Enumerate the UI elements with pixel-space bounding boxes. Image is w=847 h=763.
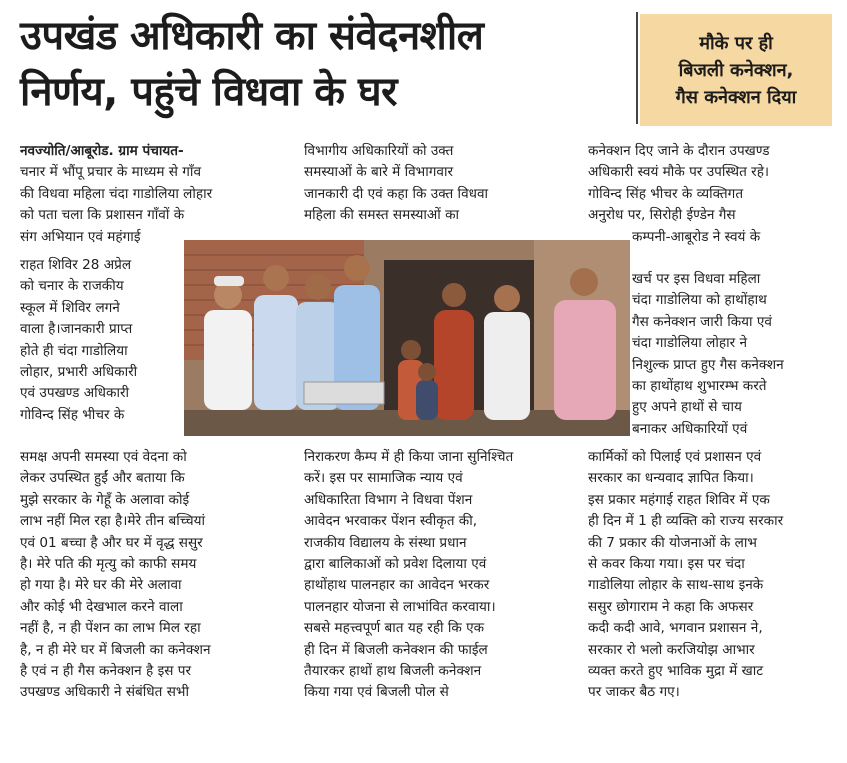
highlight-box [640,14,832,126]
text-line: कनेक्शन दिए जाने के दौरान उपखण्ड [588,143,770,159]
text-line: स्कूल में शिविर लगने [20,299,120,316]
text-line: गैस कनेक्शन जारी किया एवं [632,313,772,330]
column-3-mid [632,269,838,440]
text-line: है एवं न ही गैस कनेक्शन है इस पर [20,663,192,680]
text-line: लोहार, प्रभारी अधिकारी [20,364,138,381]
text-line: लाभ नहीं मिल रहा है।मेरे तीन बच्चियां [20,513,205,530]
text-line: व्यक्त करते हुए भाविक मुद्रा में खाट [588,663,764,680]
text-line: जानकारी दी एवं कहा कि उक्त विधवा [304,185,489,202]
highlight-line: बिजली कनेक्शन, [678,59,794,81]
text-line: नवज्योति/आबूरोड. ग्राम पंचायत- [20,143,184,159]
text-line: समस्याओं के बारे में विभागवार [304,164,454,181]
text-line: समक्ष अपनी समस्या एवं वेदना को [20,449,187,465]
text-line: कार्मिकों को पिलाई एवं प्रशासन एवं [588,449,762,465]
text-line: हुए अपने हाथों से चाय [632,399,742,416]
column-3-top [588,141,838,248]
highlight-line: गैस कनेक्शन दिया [675,86,797,108]
text-line: हो गया है। मेरे घर की मेरे अलावा [20,577,182,594]
text-line: अनुरोध पर, सिरोही ईण्डेन गैस [588,207,736,224]
text-line: अधिकारिता विभाग ने विधवा पेंशन [304,491,473,508]
text-line: गाडोलिया लोहार के साथ-साथ इनके [588,577,764,594]
text-line: नहीं है, न ही पेंशन का लाभ मिल रहा [20,620,201,637]
text-line: सरकार का धन्यवाद ज्ञापित किया। [588,470,754,487]
highlight-line: मौके पर ही [699,32,773,54]
text-line: वाला है।जानकारी प्राप्त [20,321,133,338]
text-line: से कवर किया गया। इस पर चंदा [588,556,745,573]
headline-line-2: निर्णय, पहुंचे विधवा के घर [20,69,397,115]
text-line: अधिकारी स्वयं मौके पर उपस्थित रहे। [588,164,770,181]
text-line: राहत शिविर 28 अप्रेल [20,257,132,273]
text-line: ही दिन में 1 ही व्यक्ति को राज्य सरकार [588,513,784,530]
text-line: द्वारा बालिकाओं को प्रवेश दिलाया एवं [304,556,487,573]
text-line: गोविन्द सिंह भीचर के व्यक्तिगत [588,185,744,202]
text-line: राजकीय विद्यालय के संस्था प्रधान [304,534,467,551]
column-2-bottom [304,447,554,704]
text-line: को चनार के राजकीय [20,278,124,295]
text-line: है, न ही मेरे घर में बिजली का कनेक्शन [20,641,211,658]
text-line: खर्च पर इस विधवा महिला [632,271,761,287]
text-line: करें। इस पर सामाजिक न्याय एवं [304,470,463,487]
text-line: ससुर छोगाराम ने कहा कि अफसर [588,598,754,615]
text-line: पालनहार योजना से लाभांवित करवाया। [304,598,496,615]
column-3-bottom [588,447,838,704]
text-line: कम्पनी-आबूरोड ने स्वयं के [632,228,761,245]
headline-line-1: उपखंड अधिकारी का संवेदनशील [20,13,484,59]
news-photo [184,240,630,436]
text-line: विभागीय अधिकारियों को उक्त [304,143,454,159]
text-line: को पता चला कि प्रशासन गाँवों के [20,207,185,224]
text-line: की 7 प्रकार की योजनाओं के लाभ [588,534,757,551]
text-line: उपखण्ड अधिकारी ने संबंधित सभी [20,684,190,701]
text-line: कदी कदी आवे, भगवान प्रशासन ने, [588,620,763,637]
column-1-top [20,141,276,248]
text-line: गोविन्द सिंह भीचर के [20,406,125,423]
column-1-bottom [20,447,276,704]
column-1-mid [20,255,180,426]
text-line: हाथोंहाथ पालनहार का आवेदन भरकर [304,577,490,594]
text-line: और कोई भी देखभाल करने वाला [20,598,183,615]
text-line: ही दिन में बिजली कनेक्शन की फाईल [304,641,488,658]
text-line: होते ही चंदा गाडोलिया [20,342,128,359]
text-line: सबसे महत्त्वपूर्ण बात यह रही कि एक [304,620,485,637]
text-line: पर जाकर बैठ गए। [588,684,680,701]
text-line: सरकार रो भलो करजियोझ आभार [588,641,755,658]
text-line: महिला की समस्त समस्याओं का [304,207,460,224]
text-line: का हाथोंहाथ शुभारम्भ करते [632,378,767,395]
text-line: एवं 01 बच्चा है और घर में वृद्ध ससुर [20,534,203,551]
text-line: की विधवा महिला चंदा गाडोलिया लोहार [20,185,213,202]
text-line: एवं उपखण्ड अधिकारी [20,385,130,402]
text-line: है। मेरे पति की मृत्यु को काफी समय [20,556,197,573]
text-line: लेकर उपस्थित हुईं और बताया कि [20,470,185,487]
text-line: इस प्रकार महंगाई राहत शिविर में एक [588,491,770,508]
news-photo-illustration [184,240,630,436]
text-line: चनार में भौंपू प्रचार के माध्यम से गाँव [20,164,202,181]
text-line: चंदा गाडोलिया को हाथोंहाथ [632,292,767,309]
text-line: मुझे सरकार के गेहूँ के अलावा कोई [20,491,190,508]
column-2-top [304,141,554,227]
text-line: संग अभियान एवं महंगाई [20,228,141,245]
text-line: चंदा गाडोलिया लोहार ने [632,335,748,352]
text-line: निराकरण कैम्प में ही किया जाना सुनिश्चित [304,449,514,465]
headline [20,8,620,120]
text-line: निशुल्क प्राप्त हुए गैस कनेक्शन [632,356,784,373]
text-line: तैयारकर हाथों हाथ बिजली कनेक्शन [304,663,482,680]
headline-divider [636,12,638,124]
text-line: आवेदन भरवाकर पेंशन स्वीकृत की, [304,513,478,530]
text-line: बनाकर अधिकारियों एवं [632,420,748,437]
text-line: किया गया एवं बिजली पोल से [304,684,449,701]
